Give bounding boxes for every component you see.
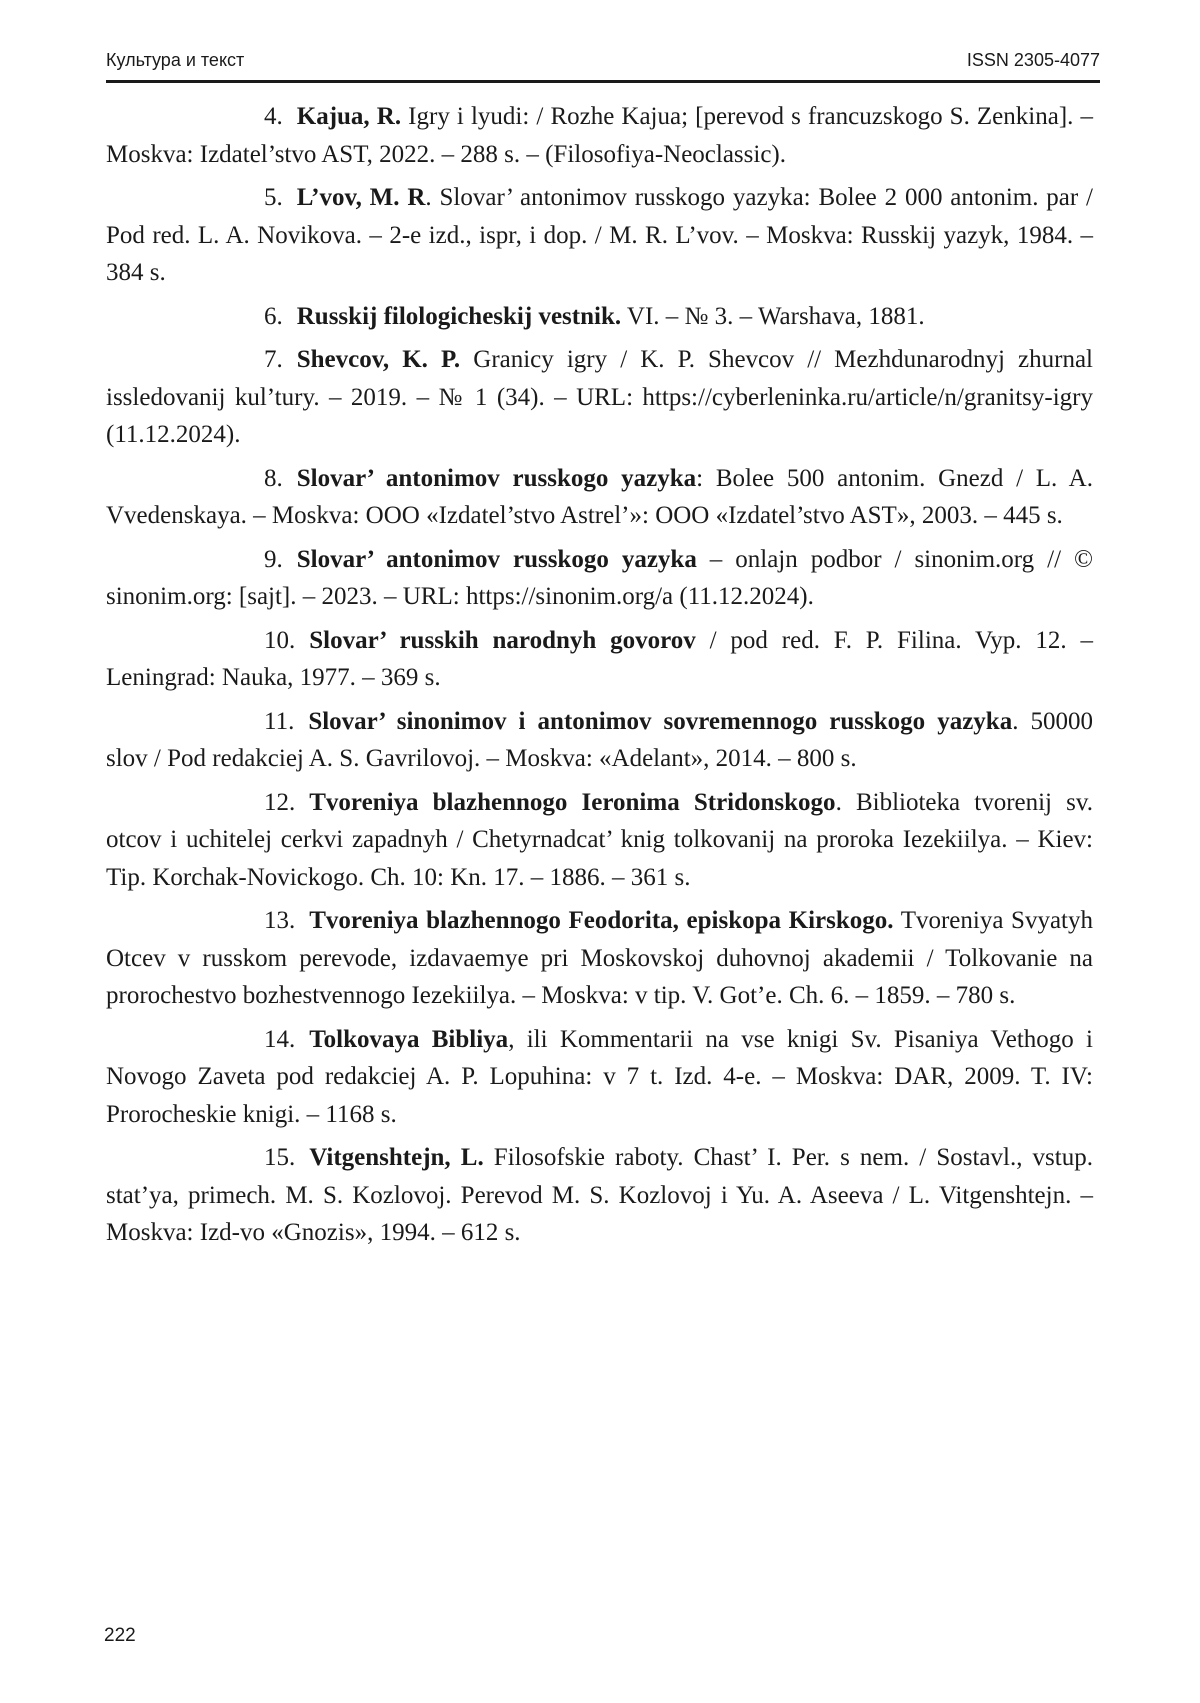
reference-title-bold: Slovar’ sinonimov i antonimov sovremennogo russkogo yazyka [308, 707, 1013, 735]
reference-item [106, 179, 1093, 292]
reference-title-bold: Vitgenshtejn, L. [309, 1144, 484, 1171]
reference-body: . 50000 slov / Pod redakciej A. S. Gavrilovoj. – Moskva: «Adelant», 2014. – 800 s. [106, 707, 1094, 772]
reference-number: 6. [264, 302, 283, 330]
reference-item [106, 703, 1093, 778]
reference-list [106, 98, 1093, 1258]
reference-number: 12. [264, 788, 296, 816]
reference-title-bold: Tvoreniya blazhennogo Ieronima Stridonskogo [309, 788, 836, 816]
issn-label: ISSN 2305-4077 [966, 50, 1100, 70]
reference-number: 14. [264, 1025, 296, 1053]
reference-number: 5. [264, 184, 283, 211]
reference-body: . Slovar’ antonimov russkogo yazyka: Bolee 2 000 antonim. par / Pod red. L. A. Novikova. – 2-e izd., ispr, i dop. / M. R. L’vov. – Moskva: Russkij yazyk, 1984. – 384 s. [106, 184, 1093, 286]
reference-body: , ili Kommentarii na vse knigi Sv. Pisaniya Vethogo i Novogo Zaveta pod redakciej A. P. Lopuhina: v 7 t. Izd. 4-e. – Moskva: DAR, 2009. T. IV: Prorocheskie knigi. – 1168 s. [106, 1025, 1093, 1128]
reference-body: / pod red. F. P. Filina. Vyp. 12. – Leningrad: Nauka, 1977. – 369 s. [106, 626, 1093, 691]
reference-body: VI. – № 3. – Warshava, 1881. [621, 302, 925, 330]
reference-body: : Bolee 500 antonim. Gnezd / L. A. Vvedenskaya. – Moskva: OOO «Izdatel’stvo Astrel’»: OOO «Izdatel’stvo AST», 2003. – 445 s. [106, 464, 1093, 529]
reference-item [106, 298, 1093, 336]
reference-item [106, 622, 1093, 697]
reference-number: 8. [264, 464, 283, 492]
reference-body: Tvoreniya Svyatyh Otcev v russkom perevode, izdavaemye pri Moskovskoj duhovnoj akademii / Tolkovanie na prorochestvo bozhestvennogo Iezekiilya. – Moskva: v tip. V. Got’e. Ch. 6. – 1859. – 780 s. [106, 907, 1093, 1009]
reference-item [106, 460, 1093, 535]
reference-number: 9. [264, 545, 283, 573]
reference-number: 11. [264, 707, 295, 735]
reference-body: Filosofskie raboty. Chast’ I. Per. s nem. / Sostavl., vstup. stat’ya, primech. M. S. Kozlovoj. Perevod M. S. Kozlovoj i Yu. A. Aseeva / L. Vitgenshtejn. – Moskva: Izd-vo «Gnozis», 1994. – 612 s. [106, 1144, 1093, 1246]
reference-item [106, 1139, 1093, 1252]
reference-body: Granicy igry / K. P. Shevcov // Mezhdunarodnyj zhurnal issledovanij kul’tury. – 2019. – № 1 (34). – URL: https://cyberleninka.ru/article/n/granitsy-igry (11.12.2024). [106, 346, 1093, 448]
reference-title-bold: Tvoreniya blazhennogo Feodorita, episkopa Kirskogo. [309, 907, 894, 934]
reference-item [106, 902, 1093, 1015]
page-number: 222 [104, 1625, 136, 1646]
running-header [106, 44, 1100, 83]
reference-body: . Biblioteka tvorenij sv. otcov i uchitelej cerkvi zapadnyh / Chetyrnadcat’ knig tolkovanij na proroka Iezekiilya. – Kiev: Tip. Korchak-Novickogo. Ch. 10: Kn. 17. – 1886. – 361 s. [106, 788, 1094, 891]
reference-title-bold: Slovar’ antonimov russkogo yazyka [296, 464, 697, 492]
reference-title-bold: L’vov, M. R [296, 184, 426, 211]
reference-title-bold: Shevcov, K. P. [296, 346, 461, 373]
journal-title: Культура и текст [106, 50, 245, 70]
reference-item [106, 541, 1093, 616]
reference-title-bold: Russkij filologicheskij vestnik. [296, 302, 622, 330]
reference-title-bold: Kajua, R. [296, 103, 402, 130]
reference-number: 10. [264, 626, 296, 654]
reference-item [106, 1021, 1093, 1134]
reference-item [106, 784, 1093, 897]
reference-body: Igry i lyudi: / Rozhe Kajua; [perevod s francuzskogo S. Zenkina]. – Moskva: Izdatel’stvo AST, 2022. – 288 s. – (Filosofiya-Neoclassic). [106, 103, 1093, 168]
reference-title-bold: Slovar’ russkih narodnyh govorov [309, 626, 696, 654]
reference-body: – onlajn podbor / sinonim.org // © sinonim.org: [sajt]. – 2023. – URL: https://sinonim.org/a (11.12.2024). [106, 545, 1093, 610]
reference-number: 13. [264, 907, 296, 934]
reference-number: 7. [264, 346, 283, 373]
reference-item [106, 341, 1093, 454]
reference-number: 4. [264, 103, 283, 130]
reference-number: 15. [264, 1144, 296, 1171]
reference-item [106, 98, 1093, 173]
reference-title-bold: Slovar’ antonimov russkogo yazyka [296, 545, 697, 573]
reference-title-bold: Tolkovaya Bibliya [309, 1025, 509, 1053]
